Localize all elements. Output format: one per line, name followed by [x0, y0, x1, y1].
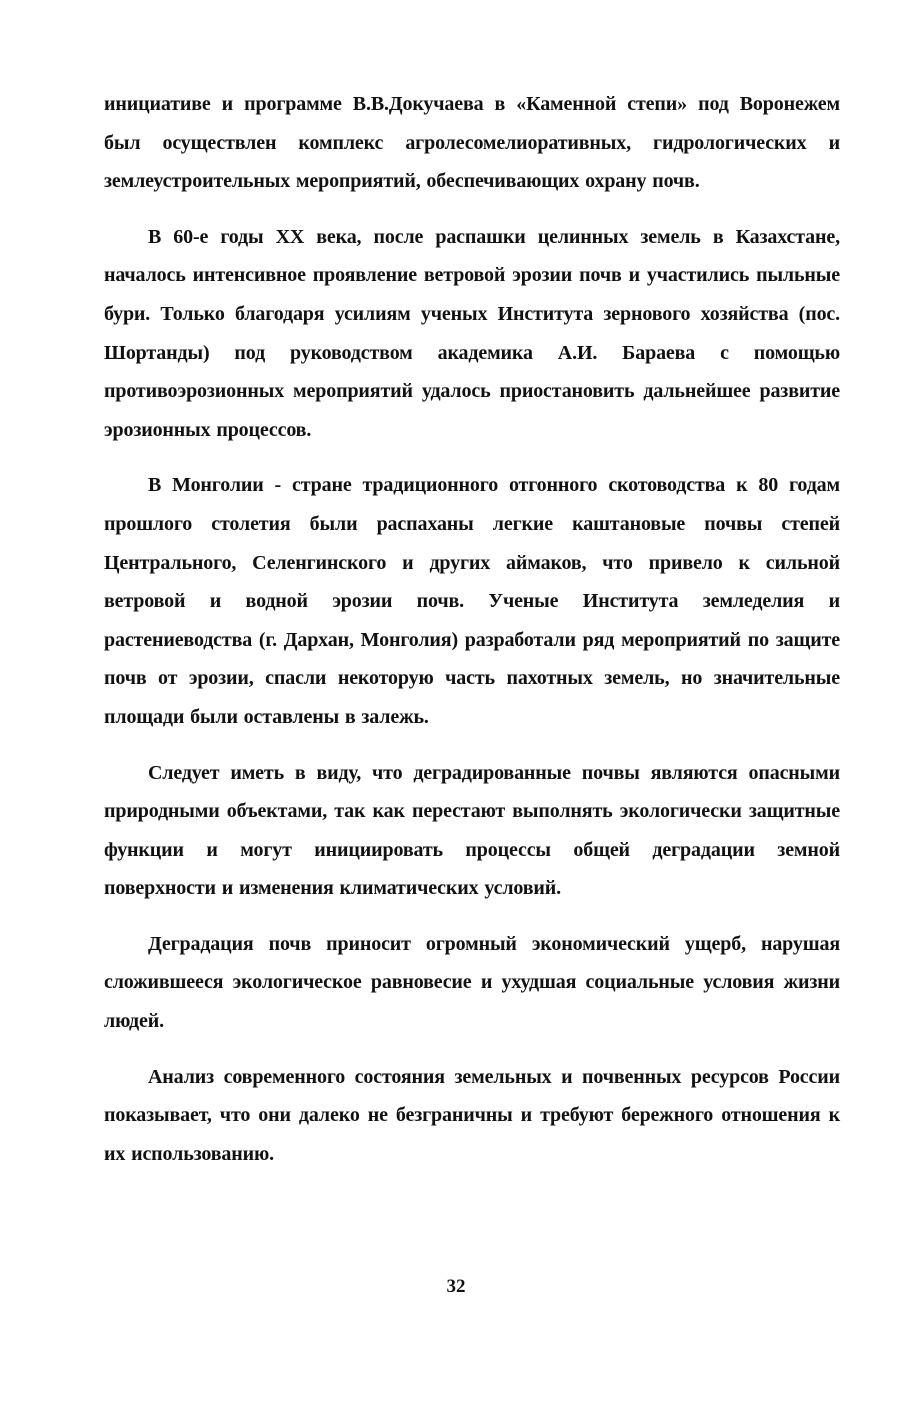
paragraph-mongolia-erosion: В Монголии - стране традиционного отгонного скотоводства к 80 годам прошлого столетия были распаханы легкие каштановые почвы степей Центрального, Селенгинского и других аймаков, что привело к сильной ветровой и водной эрозии почв. Ученые Института земледелия и растениеводства (г. Дархан, Монголия) разработали ряд мероприятий по защите почв от эрозии, спасли некоторую часть пахотных земель, но значительные площади были оставлены в залежь. — [104, 474, 840, 728]
body-text — [104, 85, 840, 1190]
paragraph-degraded-soils: Следует иметь в виду, что деградированные почвы являются опасными природными объектами, так как перестают выполнять экологически защитные функции и могут инициировать процессы общей деградации земной поверхности и изменения климатических условий. — [104, 761, 840, 900]
paragraph-kazakhstan-erosion: В 60-е годы XX века, после распашки целинных земель в Казахстане, началось интенсивное проявление ветровой эрозии почв и участились пыльные бури. Только благодаря усилиям ученых Института зернового хозяйства (пос. Шортанды) под руководством академика А.И. Бараева с помощью противоэрозионных мероприятий удалось приостановить дальнейшее развитие эрозионных процессов. — [104, 225, 840, 441]
paragraph-economic-damage: Деградация почв приносит огромный экономический ущерб, нарушая сложившееся экологическое равновесие и ухудшая социальные условия жизни людей. — [104, 932, 840, 1033]
paragraph-continuation: инициативе и программе В.В.Докучаева в «Каменной степи» под Воронежем был осуществлен комплекс агролесомелиоративных, гидрологических и землеустроительных мероприятий, обеспечивающих охрану почв. — [104, 93, 840, 193]
page-number: 32 — [446, 1276, 466, 1297]
paragraph-russia-resources: Анализ современного состояния земельных и почвенных ресурсов России показывает, что они далеко не безграничны и требуют бережного отношения к их использованию. — [104, 1065, 840, 1165]
